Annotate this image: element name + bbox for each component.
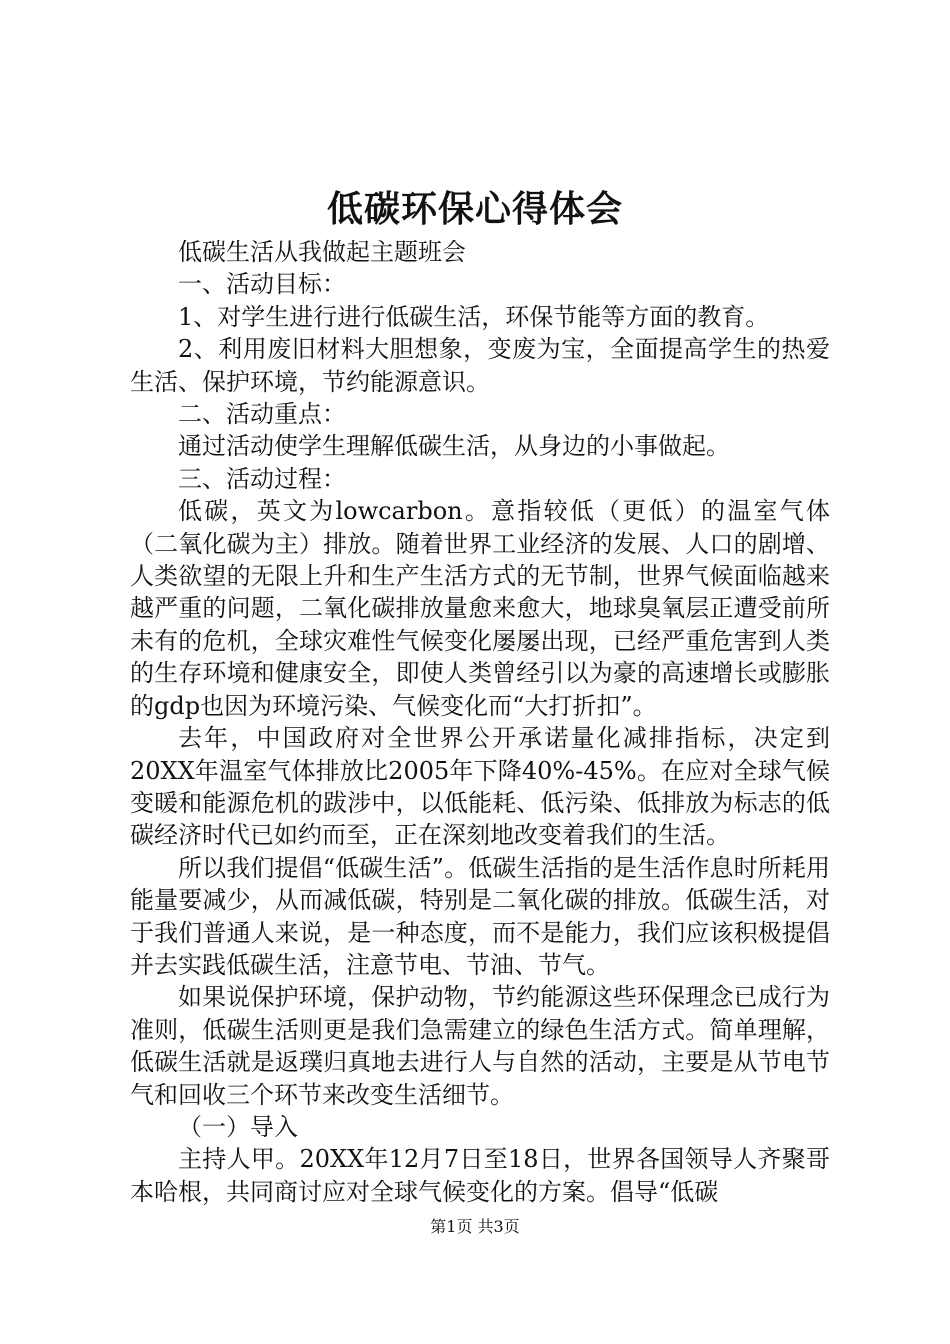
paragraph-goal-2: 2、利用废旧材料大胆想象，变废为宝，全面提高学生的热爱生活、保护环境，节约能源意识。 [130, 335, 830, 396]
paragraph-advocate: 所以我们提倡“低碳生活”。低碳生活指的是生活作息时所耗用能量要减少，从而减低碳，特别是二氧化碳的排放。低碳生活，对于我们普通人来说，是一种态度，而不是能力，我们应该积极提倡并去实践低碳生活，注意节电、节油、节气。 [130, 853, 830, 979]
paragraph-heading-process: 三、活动过程： [178, 464, 346, 493]
paragraph-heading-goals: 一、活动目标： [178, 270, 346, 299]
paragraph-low-carbon-definition: 低碳，英文为lowcarbon。意指较低（更低）的温室气体（二氧化碳为主）排放。随着世界工业经济的发展、人口的剧增、人类欲望的无限上升和生产生活方式的无节制，世界气候面临越来越严重的问题，二氧化碳排放量愈来愈大，地球臭氧层正遭受前所未有的危机，全球灾难性气候变化屡屡出现，已经严重危害到人类的生存环境和健康安全，即使人类曾经引以为豪的高速增长或膨胀的gdp也因为环境污染、气候变化而“大打折扣”。 [130, 497, 830, 720]
paragraph-goal-1: 1、对学生进行进行低碳生活，环保节能等方面的教育。 [178, 302, 770, 331]
page-number-footer: 第1页 共3页 [430, 1217, 520, 1236]
paragraph-focus: 通过活动使学生理解低碳生活，从身边的小事做起。 [178, 432, 730, 461]
paragraph-host-a: 主持人甲。20XX年12月7日至18日，世界各国领导人齐聚哥本哈根，共同商讨应对全球气候变化的方案。倡导“低碳 [130, 1145, 830, 1206]
paragraph-heading-intro: （一）导入 [178, 1112, 298, 1141]
paragraph-emission-commitment: 去年，中国政府对全世界公开承诺量化减排指标，决定到20XX年温室气体排放比2005年下降40%-45%。在应对全球气候变暖和能源危机的跋涉中，以低能耗、低污染、低排放为标志的低碳经济时代已如约而至，正在深刻地改变着我们的生活。 [130, 724, 830, 850]
document-title: 低碳环保心得体会 [326, 188, 623, 230]
paragraph-heading-focus: 二、活动重点： [178, 400, 346, 429]
paragraph-green-lifestyle: 如果说保护环境，保护动物，节约能源这些环保理念已成行为准则，低碳生活则更是我们急需建立的绿色生活方式。简单理解，低碳生活就是返璞归真地去进行人与自然的活动，主要是从节电节气和回收三个环节来改变生活细节。 [130, 983, 830, 1109]
paragraph-subtitle: 低碳生活从我做起主题班会 [178, 238, 466, 266]
document-body [130, 236, 830, 1208]
